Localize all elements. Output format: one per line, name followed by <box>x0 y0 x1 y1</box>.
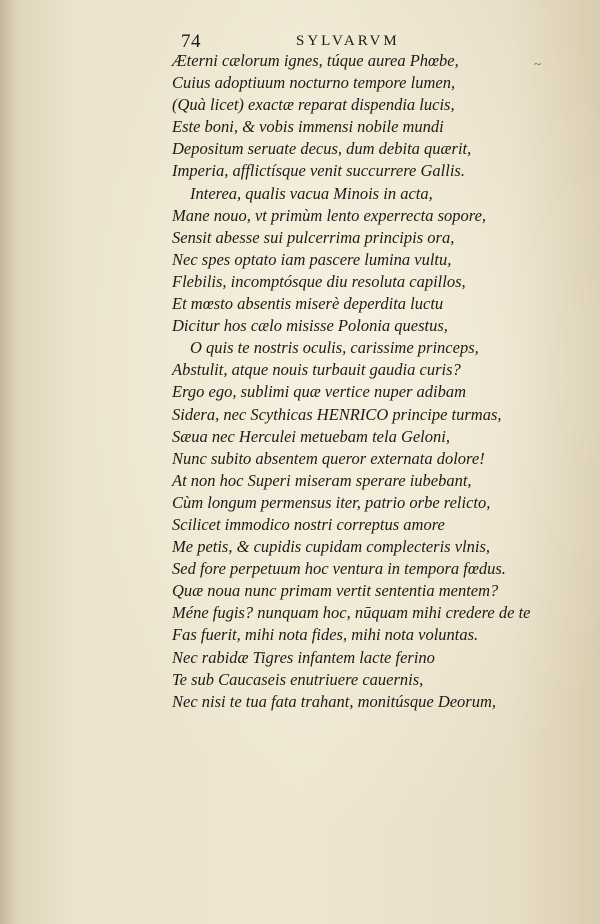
verse-text <box>172 50 572 713</box>
verse-line: Sæua nec Herculei metuebam tela Geloni, <box>172 426 450 446</box>
verse-line: O quis te nostris oculis, carissime princeps, <box>190 338 479 358</box>
verse-line: Et mœsto absentis miserè deperdita luctu <box>172 294 444 314</box>
verse-line: Flebilis, incomptósque diu resoluta capillos, <box>172 271 466 291</box>
verse-line: Te sub Caucaseis enutriuere cauernis, <box>172 669 424 689</box>
verse-line: Fas fuerit, mihi nota fides, mihi nota voluntas. <box>172 625 479 645</box>
verse-line: Sensit abesse sui pulcerrima principis ora, <box>172 227 455 247</box>
verse-line: Este boni, & vobis immensi nobile mundi <box>172 117 444 137</box>
verse-line: Quæ noua nunc primam vertit sententia mentem? <box>172 581 499 601</box>
page-gutter-shadow <box>0 0 18 924</box>
verse-line: Interea, qualis vacua Minois in acta, <box>190 183 433 203</box>
verse-line: Ergo ego, sublimi quæ vertice nuper adibam <box>172 382 467 402</box>
verse-line: At non hoc Superi miseram sperare iubebant, <box>172 470 472 490</box>
verse-line: Méne fugis? nunquam hoc, nūquam mihi credere de te <box>172 603 531 623</box>
running-head: SYLVARVM <box>296 33 400 49</box>
page-number: 74 <box>181 31 201 52</box>
verse-line: Cùm longum permensus iter, patrio orbe relicto, <box>172 492 491 512</box>
verse-line: Sed fore perpetuum hoc ventura in tempora fœdus. <box>172 559 506 579</box>
verse-line: Me petis, & cupidis cupidam complecteris vlnis, <box>172 537 491 557</box>
verse-line: Nec nisi te tua fata trahant, monitúsque Deorum, <box>172 691 497 711</box>
verse-line: Imperia, afflictísque venit succurrere Gallis. <box>172 161 465 181</box>
margin-mark: ~ <box>534 56 542 71</box>
verse-line: Abstulit, atque nouis turbauit gaudia curis? <box>172 360 461 380</box>
verse-line: Nec rabidæ Tigres infantem lacte ferino <box>172 647 435 667</box>
verse-line: Dicitur hos cælo misisse Polonia questus, <box>172 316 448 336</box>
verse-line: Æterni cælorum ignes, túque aurea Phœbe, <box>172 51 459 70</box>
verse-line: Nec spes optato iam pascere lumina vultu, <box>172 249 452 269</box>
verse-line: Cuius adoptiuum nocturno tempore lumen, <box>172 73 456 93</box>
verse-line: Scilicet immodico nostri correptus amore <box>172 514 445 534</box>
page-header <box>181 31 441 51</box>
verse-line: Depositum seruate decus, dum debita quærit, <box>172 139 472 159</box>
verse-line: (Quà licet) exactæ reparat dispendia lucis, <box>172 95 455 115</box>
verse-line: Sidera, nec Scythicas HENRICO principe turmas, <box>172 404 502 424</box>
verse-line: Nunc subito absentem queror externata dolore! <box>172 448 485 468</box>
verse-line: Mane nouo, vt primùm lento experrecta sopore, <box>172 205 487 225</box>
